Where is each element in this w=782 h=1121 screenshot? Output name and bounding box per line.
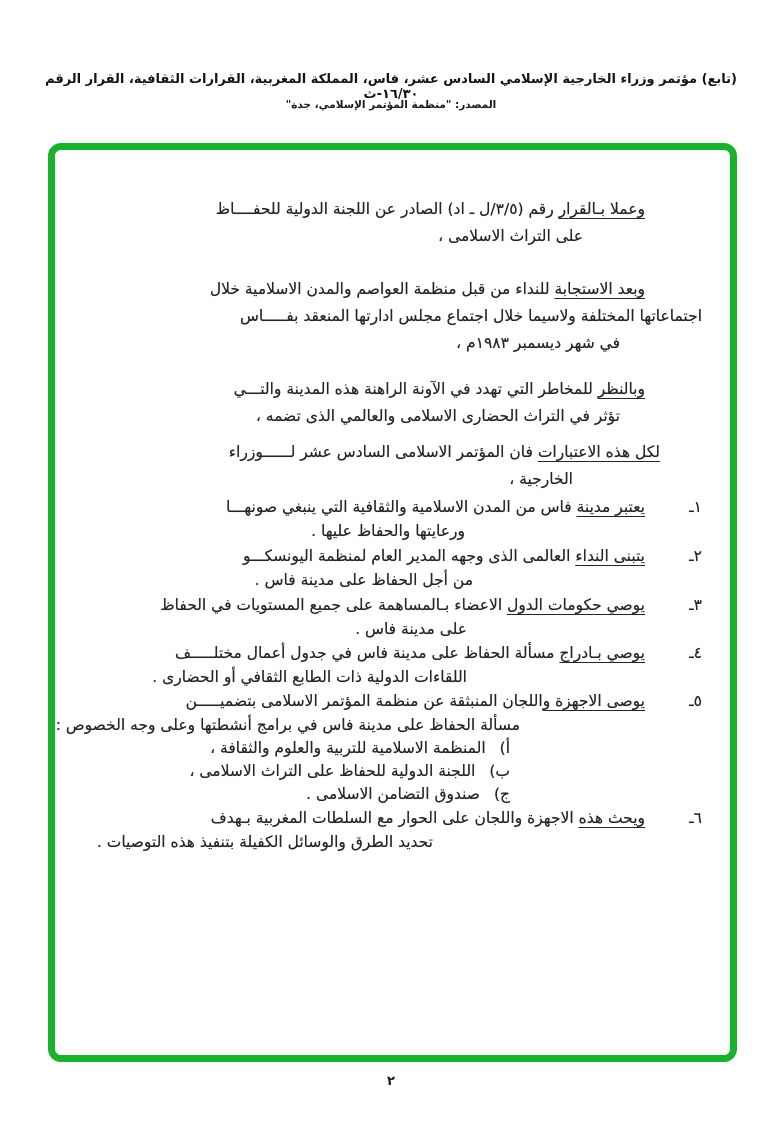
sub-item-marker: ج) <box>493 785 510 803</box>
resolution-item <box>112 495 702 543</box>
item-number: ٥ـ <box>689 692 702 710</box>
item-line: ورعايتها والحفاظ عليها . <box>311 522 465 540</box>
paragraph-line: وعملا بـالقرار رقم (٣/٥/ل ـ اد) الصادر عن اللجنة الدولية للحفــــاظ <box>215 200 645 218</box>
paragraph <box>112 196 702 250</box>
item-line: ويحث هذه الاجهزة واللجان على الحوار مع السلطات المغربية بـهدف <box>210 809 645 827</box>
item-line: على مدينة فاس . <box>355 620 467 638</box>
item-text <box>55 689 645 806</box>
item-text <box>112 593 645 641</box>
paragraph <box>112 439 702 493</box>
item-text <box>96 806 645 854</box>
underlined-phrase: يعتبر مدينة <box>576 498 645 516</box>
item-line: يوصى الاجهزة واللجان المنبثقة عن منظمة المؤتمر الاسلامى بتضميـــــن <box>185 692 645 710</box>
resolution-item <box>112 641 702 689</box>
underlined-phrase: وبالنظر <box>597 380 645 398</box>
item-line: يوصي بـادراج مسألة الحفاظ على مدينة فاس في جدول أعمال مختلـــــف <box>174 644 645 662</box>
item-number: ١ـ <box>689 498 702 516</box>
item-number: ٦ـ <box>689 809 702 827</box>
item-text <box>112 544 645 592</box>
paragraph-line: الخارجية ، <box>509 470 573 488</box>
paragraph-line: على التراث الاسلامى ، <box>438 227 583 245</box>
underlined-phrase: يوصي بـادراج <box>559 644 645 662</box>
document-body <box>55 196 702 854</box>
paragraph-line: في شهر ديسمبر ١٩٨٣م ، <box>456 334 620 352</box>
sub-item-marker: أ) <box>499 739 510 757</box>
item-line: تحديد الطرق والوسائل الكفيلة بتنفيذ هذه التوصيات . <box>96 833 433 851</box>
page-number: ٢ <box>387 1074 395 1089</box>
resolution-item <box>112 593 702 641</box>
paragraph-line: وبعد الاستجابة للنداء من قبل منظمة العواصم والمدن الاسلامية خلال <box>209 280 645 298</box>
item-line: اللقاءات الدولية ذات الطابع الثقافي أو الحضارى . <box>152 668 467 686</box>
sub-item-marker: ب) <box>489 762 510 780</box>
item-number: ٢ـ <box>689 547 702 565</box>
underlined-phrase: ويحث هذه <box>578 809 645 827</box>
document-header-citation: (تابع) مؤتمر وزراء الخارجية الإسلامي السادس عشر، فاس، المملكة المغربية، القرارات الثقافية، القرار الرقم ١٦/٣٠-ث <box>45 72 737 102</box>
underlined-phrase: وبعد الاستجابة <box>554 280 645 298</box>
resolution-item <box>55 689 702 806</box>
item-line: يعتبر مدينة فاس من المدن الاسلامية والثقافية التي ينبغي صونهـــا <box>226 498 645 516</box>
resolution-item <box>112 544 702 592</box>
paragraph <box>112 276 702 357</box>
paragraph-line: لكل هذه الاعتبارات فان المؤتمر الاسلامى السادس عشر لــــــوزراء <box>228 443 660 461</box>
paragraph-line: تؤثر في التراث الحضارى الاسلامى والعالمي الذى تضمه ، <box>255 407 620 425</box>
document-source-line: المصدر: "منظمة المؤتمر الإسلامي، جدة" <box>285 99 497 111</box>
underlined-phrase: وعملا بـالقرار <box>558 200 645 218</box>
resolution-item <box>96 806 702 854</box>
item-line: من أجل الحفاظ على مدينة فاس . <box>254 571 473 589</box>
paragraph <box>112 376 702 430</box>
sub-item: ب)اللجنة الدولية للحفاظ على التراث الاسلامى ، <box>189 762 510 780</box>
item-number: ٣ـ <box>689 596 702 614</box>
paragraph-line: وبالنظر للمخاطر التي تهدد في الآونة الراهنة هذه المدينة والتـــي <box>233 380 645 398</box>
item-number: ٤ـ <box>689 644 702 662</box>
item-line: يوصي حكومات الدول الاعضاء بـالمساهمة على جميع المستويات في الحفاظ <box>160 596 645 614</box>
numbered-items <box>55 495 702 854</box>
item-line: يتبنى النداء العالمى الذى وجهه المدير العام لمنظمة اليونسكـــو <box>243 547 645 565</box>
sub-item: أ)المنظمة الاسلامية للتربية والعلوم والثقافة ، <box>210 739 510 757</box>
underlined-phrase: لكل هذه الاعتبارات <box>537 443 660 461</box>
underlined-phrase: يتبنى النداء <box>575 547 645 565</box>
item-text <box>112 495 645 543</box>
item-line: مسألة الحفاظ على مدينة فاس في برامج أنشطتها وعلى وجه الخصوص : <box>55 716 520 734</box>
sub-item: ج)صندوق التضامن الاسلامى . <box>306 785 510 803</box>
paragraph-line: اجتماعاتها المختلفة ولاسيما خلال اجتماع مجلس ادارتها المنعقد بفـــــاس <box>239 307 702 325</box>
underlined-phrase: يوصي حكومات الدول <box>507 596 645 614</box>
underlined-phrase: يوصى الاجهزة و <box>542 692 645 710</box>
item-text <box>112 641 645 689</box>
